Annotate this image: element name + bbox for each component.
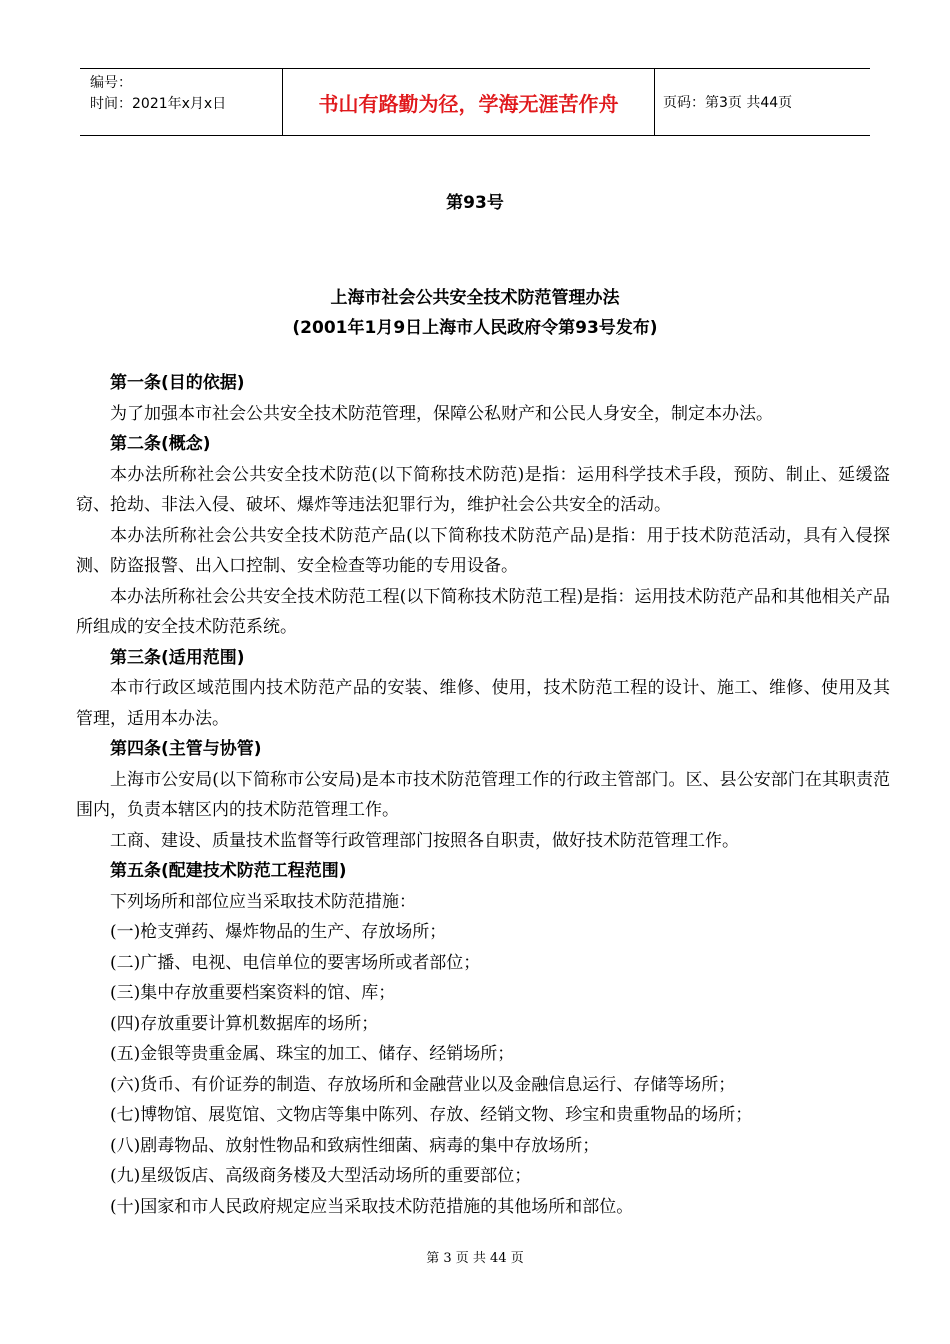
article-2-paragraph-2: 本办法所称社会公共安全技术防范产品(以下简称技术防范产品)是指：用于技术防范活动，具有入侵探测、防盗报警、出入口控制、安全检查等功能的专用设备。 (76, 525, 890, 576)
page-header (80, 68, 870, 136)
list-item: (九)星级饭店、高级商务楼及大型活动场所的重要部位； (110, 1166, 532, 1186)
header-motto: 书山有路勤为径，学海无涯苦作舟 (282, 69, 655, 135)
list-item: (七)博物馆、展览馆、文物店等集中陈列、存放、经销文物、珍宝和贵重物品的场所； (110, 1105, 753, 1125)
header-page-info: 页码：第3页 共44页 (663, 95, 793, 111)
number-label: 编号： (90, 75, 132, 91)
list-item: (八)剧毒物品、放射性物品和致病性细菌、病毒的集中存放场所； (110, 1135, 600, 1156)
header-meta (80, 69, 282, 135)
article-3-heading: 第三条(适用范围) (110, 647, 245, 668)
article-2-paragraph-3: 本办法所称社会公共安全技术防范工程(以下简称技术防范工程)是指：运用技术防范产品和其他相关产品所组成的安全技术防范系统。 (76, 586, 890, 637)
time-label: 时间：2021年x月x日 (90, 96, 227, 112)
article-2-heading: 第二条(概念) (110, 434, 211, 454)
article-2-paragraph-1: 本办法所称社会公共安全技术防范(以下简称技术防范)是指：运用科学技术手段，预防、制止、延缓盗窃、抢劫、非法入侵、破坏、爆炸等违法犯罪行为，维护社会公共安全的活动。 (76, 464, 890, 515)
article-4-paragraph-2: 工商、建设、质量技术监督等行政管理部门按照各自职责，做好技术防范管理工作。 (110, 830, 739, 851)
article-1-heading: 第一条(目的依据) (110, 373, 245, 393)
page-footer: 第 3 页 共 44 页 (426, 1251, 524, 1266)
document-title: 上海市社会公共安全技术防范管理办法 (330, 288, 620, 308)
list-item: (十)国家和市人民政府规定应当采取技术防范措施的其他场所和部位。 (110, 1196, 634, 1217)
article-4-heading: 第四条(主管与协管) (110, 739, 262, 759)
list-item: (四)存放重要计算机数据库的场所； (110, 1013, 379, 1034)
list-item: (五)金银等贵重金属、珠宝的加工、储存、经销场所； (110, 1044, 515, 1064)
article-5-paragraph: 下列场所和部位应当采取技术防范措施： (110, 891, 416, 912)
document-body (76, 368, 890, 1222)
document-subtitle: (2001年1月9日上海市人民政府令第93号发布) (292, 318, 658, 338)
article-4-paragraph-1: 上海市公安局(以下简称市公安局)是本市技术防范管理工作的行政主管部门。区、县公安部门在其职责范围内，负责本辖区内的技术防范管理工作。 (76, 769, 890, 820)
decree-number: 第93号 (446, 193, 504, 213)
list-item: (六)货币、有价证券的制造、存放场所和金融营业以及金融信息运行、存储等场所； (110, 1074, 736, 1095)
document-title-block (0, 283, 950, 343)
list-item: (二)广播、电视、电信单位的要害场所或者部位； (110, 952, 481, 973)
list-item: (一)枪支弹药、爆炸物品的生产、存放场所； (110, 922, 447, 942)
list-item: (三)集中存放重要档案资料的馆、库； (110, 983, 396, 1003)
article-5-heading: 第五条(配建技术防范工程范围) (110, 861, 347, 881)
article-3-paragraph: 本市行政区域范围内技术防范产品的安装、维修、使用，技术防范工程的设计、施工、维修、使用及其管理，适用本办法。 (76, 678, 890, 729)
article-1-paragraph: 为了加强本市社会公共安全技术防范管理，保障公私财产和公民人身安全，制定本办法。 (110, 403, 773, 424)
